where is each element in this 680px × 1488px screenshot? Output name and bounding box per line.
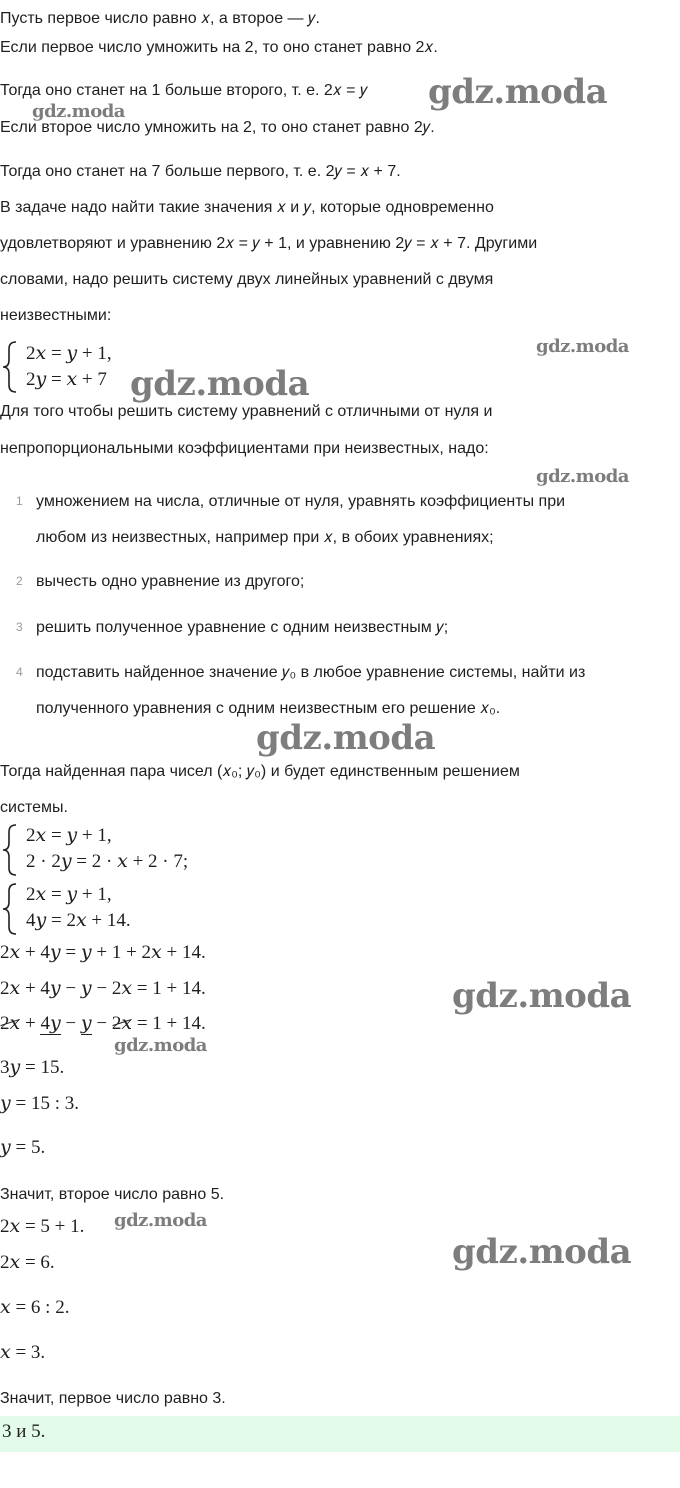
equation-line-cancellation: [0, 1012, 206, 1036]
list-text: полученного уравнения с одним неизвестным его решение 𝑥₀.: [36, 700, 501, 717]
system-equation: 2𝑥 = 𝑦 + 1,: [26, 343, 112, 364]
text-line: непропорциональными коэффициентами при неизвестных, надо:: [0, 440, 489, 457]
system-equation: 2 · 2𝑦 = 2 · 𝑥 + 2 · 7;: [26, 851, 189, 872]
answer-text: 3 и 5.: [2, 1421, 46, 1442]
watermark-logo: gdz.moda: [452, 1232, 632, 1272]
equation-system: [0, 882, 200, 936]
answer-box: [0, 1416, 680, 1452]
list-number: 1: [16, 494, 23, 508]
system-equation: 2𝑥 = 𝑦 + 1,: [26, 825, 112, 846]
watermark-logo: gdz.moda: [130, 364, 310, 404]
cancelled-term: 2𝑥: [0, 1013, 21, 1034]
text-line: Если второе число умножить на 2, то оно станет равно 2𝑦.: [0, 119, 435, 136]
brace-icon: [0, 823, 22, 877]
list-number: 3: [16, 620, 23, 634]
system-equation: 2𝑦 = 𝑥 + 7: [26, 369, 107, 390]
text-line: Тогда найденная пара чисел (𝑥₀; 𝑦₀) и будет единственным решением: [0, 763, 520, 780]
watermark-logo: gdz.moda: [536, 466, 629, 487]
text-line: Тогда оно станет на 7 больше первого, т. е. 2𝑦 = 𝑥 + 7.: [0, 163, 401, 180]
brace-icon: [0, 882, 22, 936]
system-equation: 4𝑦 = 2𝑥 + 14.: [26, 910, 131, 931]
equation-line: 𝑦 = 5.: [0, 1137, 46, 1158]
watermark-logo: gdz.moda: [256, 718, 436, 758]
operator: −: [91, 1013, 112, 1034]
list-text: подставить найденное значение 𝑦₀ в любое уравнение системы, найти из: [36, 664, 586, 681]
system-equation: 2𝑥 = 𝑦 + 1,: [26, 884, 112, 905]
text-line: Пусть первое число равно 𝑥, а второе — 𝑦.: [0, 10, 320, 27]
text-line: Значит, первое число равно 3.: [0, 1390, 226, 1407]
equation-line: 𝑥 = 6 : 2.: [0, 1297, 70, 1318]
text-line: словами, надо решить систему двух линейных уравнений с двумя: [0, 271, 494, 288]
text-line: удовлетворяют и уравнению 2𝑥 = 𝑦 + 1, и уравнению 2𝑦 = 𝑥 + 7. Другими: [0, 235, 538, 252]
watermark-logo: gdz.moda: [114, 1035, 207, 1056]
brace-icon: [0, 340, 22, 394]
list-text: любом из неизвестных, например при 𝑥, в обоих уравнениях;: [36, 529, 494, 546]
list-number: 4: [16, 665, 23, 679]
text-line: системы.: [0, 799, 68, 816]
watermark-logo: gdz.moda: [32, 101, 125, 122]
text-line: Если первое число умножить на 2, то оно станет равно 2𝑥.: [0, 39, 438, 56]
text-line: В задаче надо найти такие значения 𝑥 и 𝑦, которые одновременно: [0, 199, 494, 216]
cancelled-term: 2𝑥: [111, 1013, 133, 1034]
equation-rest: = 1 + 14.: [132, 1013, 206, 1034]
watermark-logo: gdz.moda: [428, 72, 608, 112]
equation-line: 2𝑥 = 6.: [0, 1252, 55, 1273]
underlined-term: 4𝑦: [40, 1013, 61, 1034]
equation-line: 2𝑥 + 4𝑦 = 𝑦 + 1 + 2𝑥 + 14.: [0, 942, 206, 963]
operator: −: [60, 1013, 81, 1034]
equation-line: 2𝑥 + 4𝑦 − 𝑦 − 2𝑥 = 1 + 14.: [0, 978, 206, 999]
operator: +: [20, 1013, 41, 1034]
watermark-logo: gdz.moda: [536, 336, 629, 357]
watermark-logo: gdz.moda: [114, 1210, 207, 1231]
text-line: Для того чтобы решить систему уравнений с отличными от нуля и: [0, 403, 493, 420]
list-text: вычесть одно уравнение из другого;: [36, 573, 305, 590]
underlined-term: 𝑦: [80, 1013, 92, 1034]
equation-line: 3𝑦 = 15.: [0, 1057, 65, 1078]
list-number: 2: [16, 574, 23, 588]
list-text: решить полученное уравнение с одним неизвестным 𝑦;: [36, 619, 449, 636]
text-line: Тогда оно станет на 1 больше второго, т. е. 2𝑥 = 𝑦: [0, 82, 368, 99]
equation-line: 𝑥 = 3.: [0, 1342, 46, 1363]
list-text: умножением на числа, отличные от нуля, уравнять коэффициенты при: [36, 493, 566, 510]
equation-line: 𝑦 = 15 : 3.: [0, 1093, 79, 1114]
equation-line: 2𝑥 = 5 + 1.: [0, 1216, 85, 1237]
text-line: неизвестными:: [0, 307, 112, 324]
watermark-logo: gdz.moda: [452, 976, 632, 1016]
text-line: Значит, второе число равно 5.: [0, 1186, 225, 1203]
equation-system: [0, 823, 260, 877]
